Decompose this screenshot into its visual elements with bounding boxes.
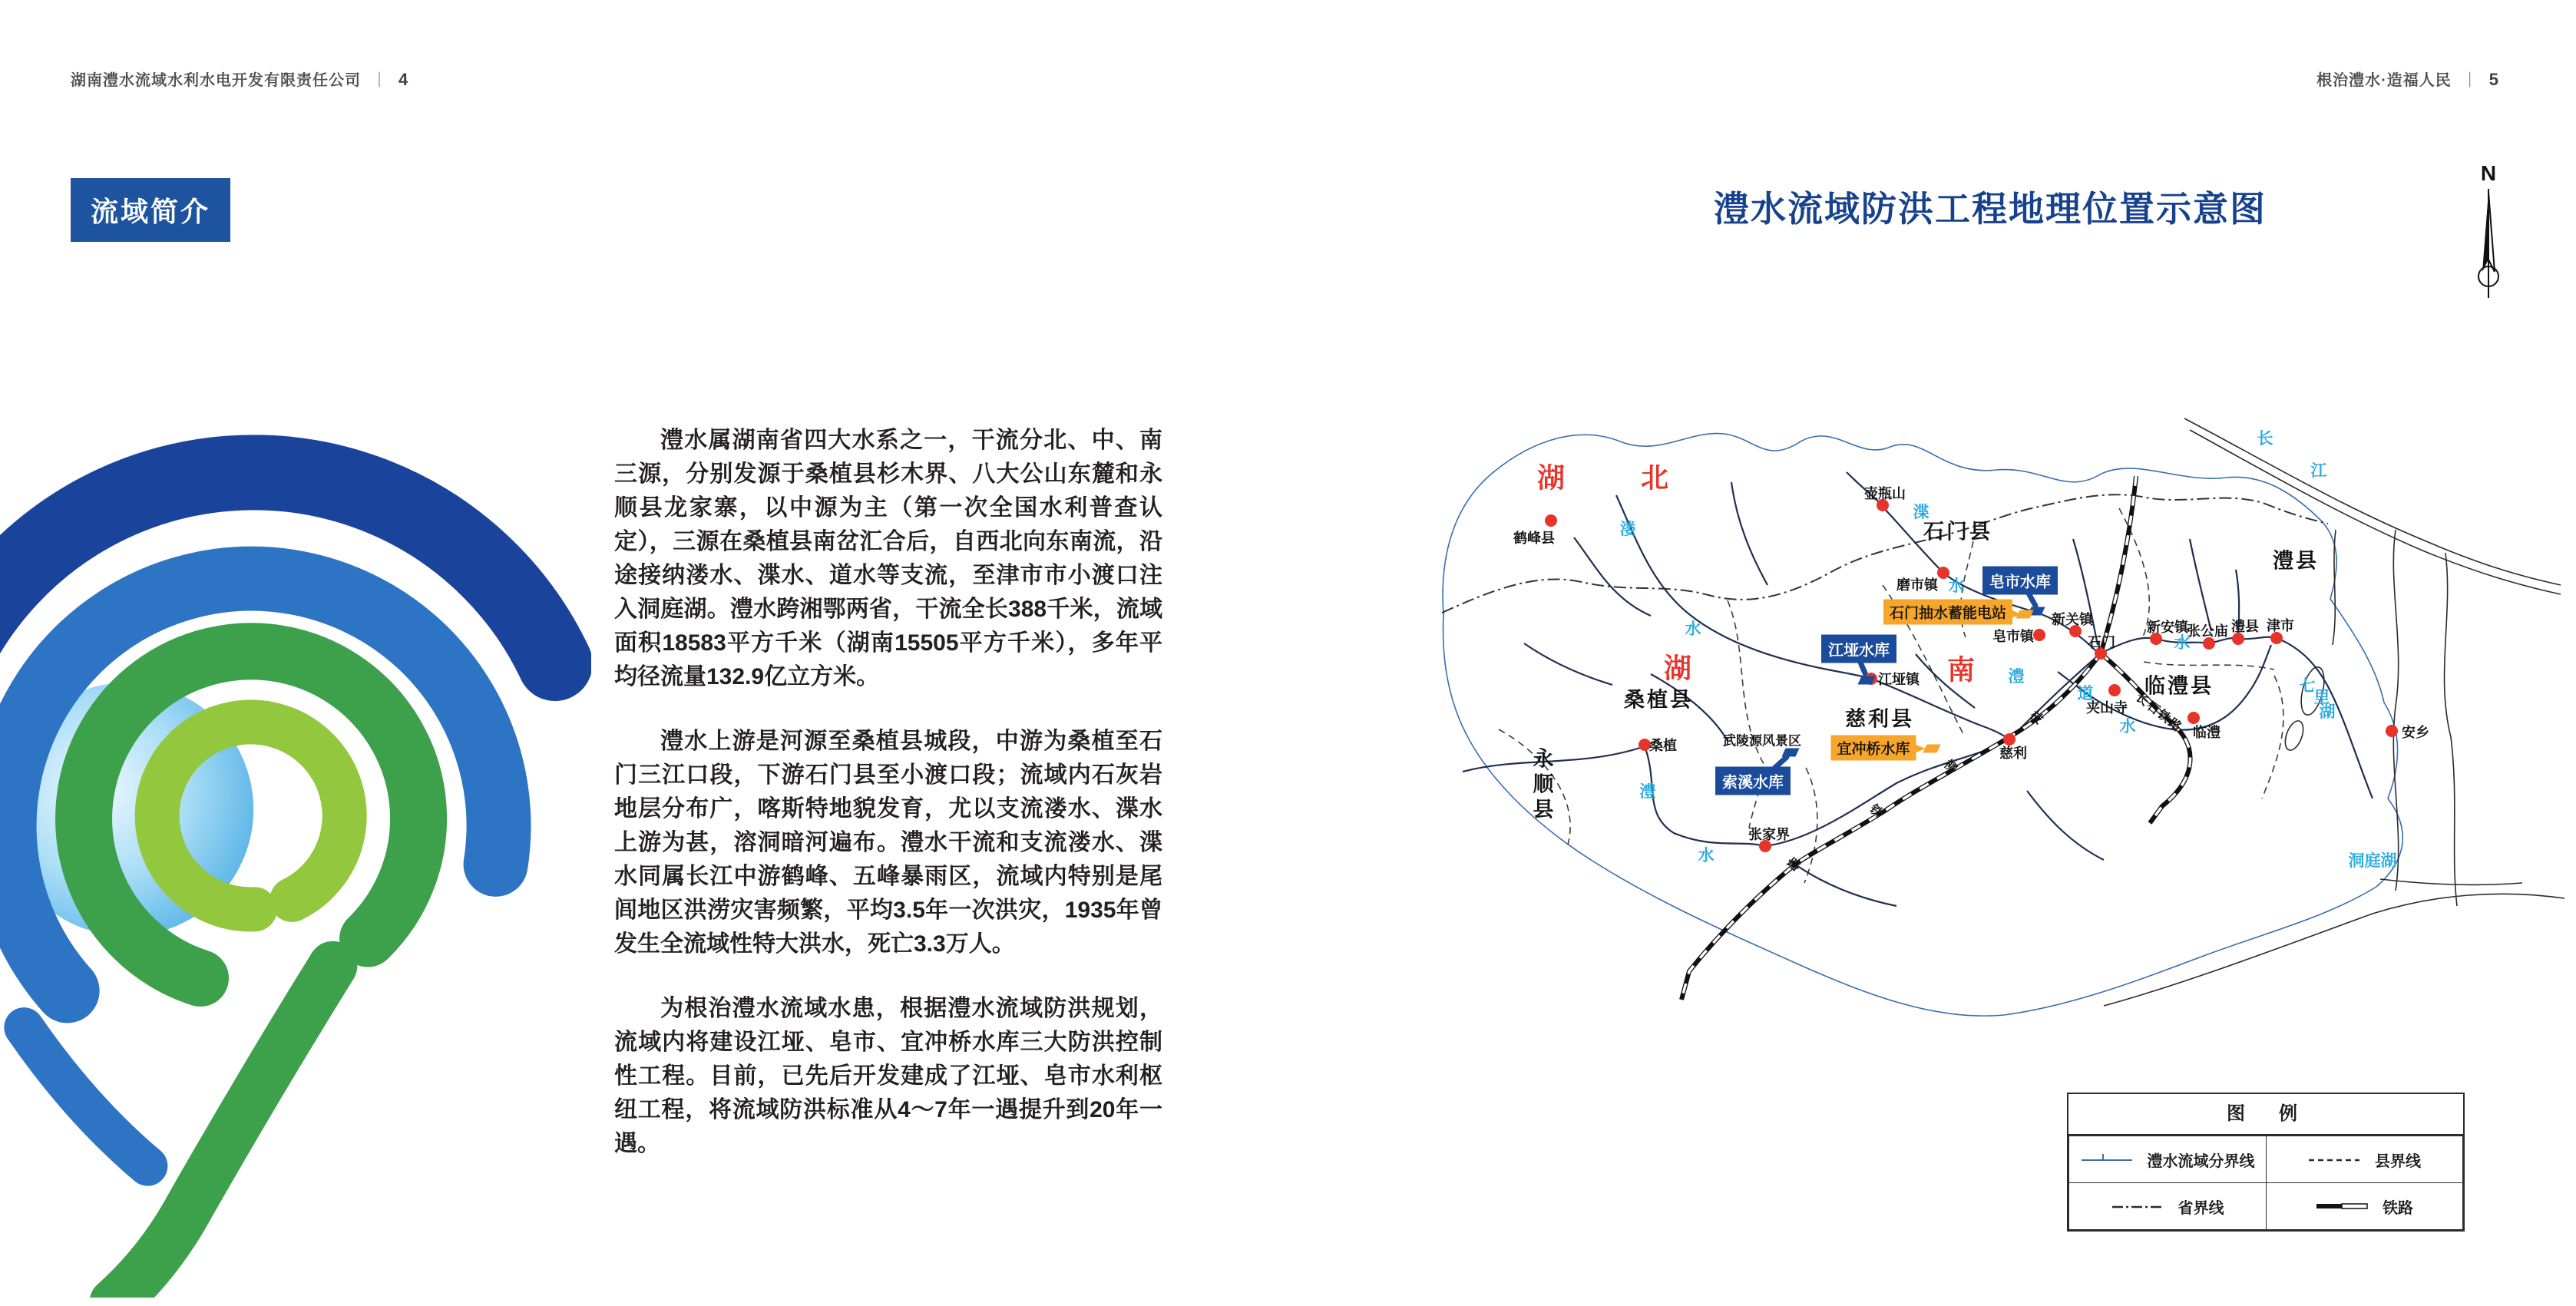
header-divider: ｜ — [2462, 72, 2478, 89]
province-label: 北 — [1640, 461, 1669, 494]
legend-item-county: 县界线 — [2266, 1136, 2463, 1183]
town-label: 壶瓶山 — [1864, 486, 1906, 501]
river-name: 水 — [2174, 634, 2191, 652]
river-name: 水 — [2119, 718, 2136, 736]
town-dot — [2386, 725, 2398, 737]
river-name: 道 — [2077, 685, 2094, 703]
town-label: 鹤峰县 — [1513, 531, 1555, 546]
river-name: 里 — [2313, 689, 2330, 706]
town-label: 慈利 — [1999, 746, 2027, 761]
town-label: 夹山寺 — [2086, 700, 2128, 716]
railway-label: 路 — [1784, 856, 1804, 875]
province-label: 南 — [1946, 653, 1976, 686]
river-name: 七 — [2299, 677, 2316, 695]
county-label: 澧县 — [2273, 549, 2319, 573]
county-line-icon — [2307, 1151, 2361, 1169]
legend-table — [2068, 1136, 2463, 1230]
legend-item-railway: 铁路 — [2266, 1183, 2463, 1230]
town-label: 安乡 — [2402, 725, 2429, 740]
section-title-badge: 流域简介 — [71, 178, 230, 242]
river-name: 水 — [1948, 577, 1965, 595]
railway-label: 柳 — [1941, 758, 1961, 777]
town-label: 桑植 — [1649, 738, 1677, 753]
map-title: 澧水流域防洪工程地理位置示意图 — [1714, 189, 2267, 229]
town-label: 磨市镇 — [1896, 577, 1938, 593]
river-name: 湖 — [2319, 703, 2336, 721]
reservoir-tag: 江垭水库 — [1821, 635, 1896, 663]
town-dot — [2033, 629, 2045, 641]
province-line-icon — [2111, 1198, 2164, 1215]
river-name: 澧 — [2008, 668, 2025, 686]
river-name: 洞庭湖 — [2348, 852, 2397, 870]
project-tag: 宜冲桥水库 — [1830, 736, 1916, 761]
town-label: 张家界 — [1748, 827, 1790, 842]
county-label: 临澧县 — [2144, 674, 2214, 698]
railway-label: 铁 — [1867, 802, 1887, 822]
river-name: 澧 — [1639, 783, 1656, 801]
company-name: 湖南澧水流域水利水电开发有限责任公司 — [71, 72, 361, 89]
town-label: 新安镇 — [2147, 620, 2188, 635]
page-number-right: 5 — [2488, 70, 2499, 89]
scenic-area-label: 武陵源风景区 — [1723, 733, 1801, 749]
slogan: 根治澧水·造福人民 — [2316, 72, 2452, 89]
town-label: 新关镇 — [2052, 612, 2093, 627]
town-dot — [1545, 514, 1557, 527]
river-name: 水 — [1685, 620, 1701, 638]
legend-item-watershed: 澧水流域分界线 — [2069, 1136, 2267, 1183]
reservoir-tag: 皂市水库 — [1982, 567, 2058, 595]
river-name: 渫 — [1913, 504, 1930, 521]
river-name: 水 — [1698, 847, 1715, 865]
map-legend — [2067, 1093, 2465, 1232]
legend-title: 图 例 — [2068, 1094, 2463, 1136]
paragraph-3: 为根治澧水流域水患，根据澧水流域防洪规划，流域内将建设江垭、皂市、宜冲桥水库三大防洪控制性工程。目前，已先后开发建成了江垭、皂市水利枢纽工程，将流域防洪标准从4～7年一遇提升到20年一遇。 — [614, 996, 1162, 1156]
page-number-left: 4 — [398, 70, 409, 89]
railway-label: 枝 — [2027, 709, 2047, 728]
paragraph-2: 澧水上游是河源至桑植县城段，中游为桑植至石门三江口段，下游石门县至小渡口段；流域内石灰岩地层分布广，喀斯特地貌发育，尤以支流溇水、渫水上游为甚，溶洞暗河遍布。澧水干流和支流溇水、渫水同属长江中游鹤峰、五峰暴雨区，流域内特别是尾闾地区洪涝灾害频繁，平均3.5年一次洪灾，1935年曾发生全流域性特大洪水，死亡3.3万人。 — [614, 729, 1162, 957]
town-dot — [2108, 684, 2121, 696]
province-label: 湖 — [1663, 652, 1692, 684]
county-label: 永顺县 — [1529, 747, 1553, 824]
county-label: 慈利县 — [1845, 707, 1914, 731]
town-label: 江垭镇 — [1878, 672, 1920, 687]
legend-item-province: 省界线 — [2069, 1183, 2267, 1230]
county-label: 桑植县 — [1624, 688, 1693, 712]
compass-north-label: N — [2480, 161, 2497, 185]
watershed-line-icon — [2080, 1151, 2134, 1169]
town-label: 津市 — [2267, 618, 2294, 633]
header-divider: ｜ — [372, 72, 388, 89]
province-label: 湖 — [1536, 461, 1566, 494]
river-name: 长 — [2257, 430, 2273, 448]
county-label: 石门县 — [1923, 520, 1992, 544]
railway-label: 长石铁路 — [2133, 690, 2185, 736]
project-tag: 石门抽水蓄能电站 — [1883, 600, 2012, 625]
paragraph-1: 澧水属湖南省四大水系之一，干流分北、中、南三源，分别发源于桑植县杉木界、八大公山东麓和永顺县龙家寨，以中源为主（第一次全国水利普查认定），三源在桑植县南岔汇合后，自西北向东南流，沿途接纳溇水、渫水、道水等支流，至津市市小渡口注入洞庭湖。澧水跨湘鄂两省，干流全长388千米，流域面积18583平方千米（湖南15505平方千米），多年平均径流量132.9亿立方米。 — [614, 428, 1162, 689]
river-name: 溇 — [1619, 521, 1636, 538]
town-label: 临澧 — [2193, 725, 2221, 740]
town-label: 澧县 — [2231, 619, 2259, 634]
railway-line-icon — [2315, 1198, 2369, 1215]
reservoir-tag: 索溪水库 — [1715, 767, 1791, 795]
town-label: 张公庙 — [2187, 623, 2228, 639]
river-name: 江 — [2310, 462, 2327, 480]
town-label: 石门 — [2088, 635, 2115, 650]
town-label: 皂市镇 — [1992, 629, 2034, 644]
